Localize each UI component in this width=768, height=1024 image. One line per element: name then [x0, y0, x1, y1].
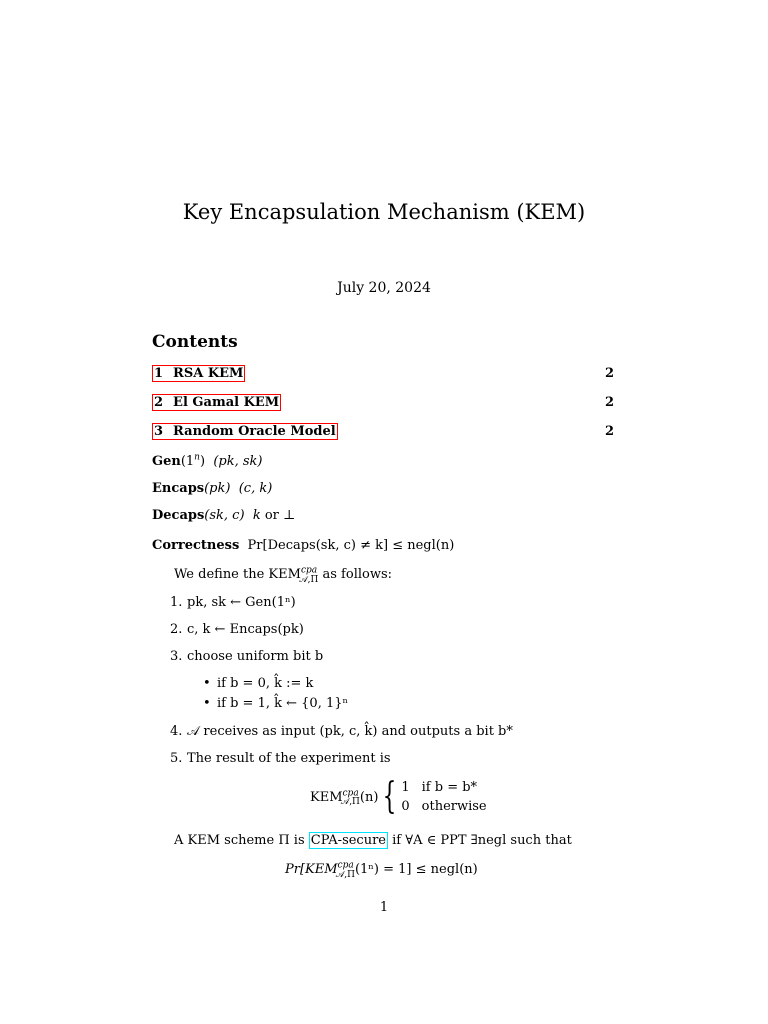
def-args-close: )	[199, 454, 206, 469]
result-equation	[310, 778, 491, 816]
formula-superscript: cpa	[337, 860, 354, 871]
list-item	[170, 622, 304, 637]
def-term: Decaps	[152, 508, 205, 523]
correctness-formula: Pr[Decaps(sk, c) ≠ k] ≤ negl(n)	[247, 538, 455, 553]
result-subscript: 𝒜,Π	[340, 797, 360, 808]
list-text: choose uniform bit b	[187, 649, 324, 664]
result-arg: (n)	[359, 789, 379, 805]
def-args: (1	[180, 454, 195, 469]
formula-suffix: (1ⁿ) = 1] ≤ negl(n)	[354, 862, 478, 877]
list-text: c, k ← Encaps(pk)	[187, 622, 304, 637]
bullet-icon: •	[203, 696, 211, 711]
toc-link-box[interactable]	[152, 365, 245, 382]
cpa-definition	[174, 833, 572, 848]
result-lhs: KEM	[310, 789, 343, 805]
def-args: (sk, c)	[204, 508, 245, 523]
page-number: 1	[379, 900, 389, 915]
kem-superscript: cpa	[300, 565, 318, 576]
list-item	[170, 724, 513, 739]
def-bottom: ⊥	[283, 508, 296, 523]
toc-label: Random Oracle Model	[173, 424, 336, 439]
kem-subscript: 𝒜,Π	[299, 574, 319, 585]
bullet-text: if b = 0, k̂ := k	[217, 676, 314, 691]
list-item	[170, 595, 296, 610]
def-encaps	[152, 481, 272, 496]
list-number: 3.	[170, 649, 183, 664]
list-number: 2.	[170, 622, 183, 637]
toc-link-box[interactable]	[152, 394, 281, 411]
list-item	[170, 649, 323, 664]
def-superscript: n	[194, 452, 200, 463]
experiment-intro	[174, 565, 393, 585]
formula-prefix: Pr[KEM	[285, 862, 338, 877]
toc-entry-rsa-kem[interactable]	[152, 366, 614, 381]
case-value: 0	[401, 799, 410, 814]
def-correctness	[152, 538, 454, 553]
cases-table	[401, 778, 490, 816]
list-text: 𝒜 receives as input (pk, c, k̂) and outputs a bit b*	[187, 724, 513, 739]
def-output: k	[252, 508, 261, 523]
bullet-item	[203, 696, 348, 711]
toc-page-number: 2	[604, 424, 614, 439]
def-or: or	[264, 508, 279, 523]
intro-suffix: as follows:	[322, 567, 393, 582]
case-condition: otherwise	[421, 799, 487, 814]
document-title: Key Encapsulation Mechanism (KEM)	[182, 200, 586, 224]
list-number: 5.	[170, 751, 183, 766]
definition-suffix: if ∀A ∈ PPT ∃negl such that	[392, 833, 572, 848]
bullet-item	[203, 676, 313, 691]
def-args: (pk)	[204, 481, 231, 496]
bullet-icon: •	[203, 676, 211, 691]
result-superscript: cpa	[342, 788, 359, 799]
document-date: July 20, 2024	[337, 280, 431, 296]
toc-entry-random-oracle-model[interactable]	[152, 424, 614, 439]
def-term: Correctness	[152, 538, 240, 553]
toc-link-box[interactable]	[152, 423, 338, 440]
case-value: 1	[401, 780, 410, 795]
list-text: pk, sk ← Gen(1ⁿ)	[187, 595, 296, 610]
toc-page-number: 2	[604, 395, 614, 410]
toc-label: El Gamal KEM	[173, 395, 280, 410]
toc-number: 3	[154, 424, 164, 439]
brace-icon: {	[383, 776, 397, 817]
def-output: (c, k)	[238, 481, 273, 496]
def-term: Encaps	[152, 481, 205, 496]
toc-number: 2	[154, 395, 164, 410]
toc-number: 1	[154, 366, 164, 381]
list-item	[170, 751, 391, 766]
formula-subscript: 𝒜,Π	[335, 869, 355, 880]
contents-heading: Contents	[152, 332, 238, 352]
list-number: 1.	[170, 595, 183, 610]
cpa-secure-link[interactable]: CPA-secure	[310, 833, 386, 848]
cpa-formula	[285, 860, 478, 880]
list-text: The result of the experiment is	[187, 751, 391, 766]
toc-label: RSA KEM	[173, 366, 244, 381]
definition-text: A KEM scheme Π is	[174, 833, 305, 848]
case-condition: if b = b*	[421, 780, 478, 795]
toc-entry-el-gamal-kem[interactable]	[152, 395, 614, 410]
toc-page-number: 2	[604, 366, 614, 381]
def-term: Gen	[152, 454, 181, 469]
def-output: (pk, sk)	[213, 454, 263, 469]
intro-text: We define the KEM	[174, 567, 301, 582]
def-gen	[152, 454, 262, 469]
bullet-text: if b = 1, k̂ ← {0, 1}ⁿ	[217, 696, 349, 711]
list-number: 4.	[170, 724, 183, 739]
def-decaps	[152, 508, 295, 523]
